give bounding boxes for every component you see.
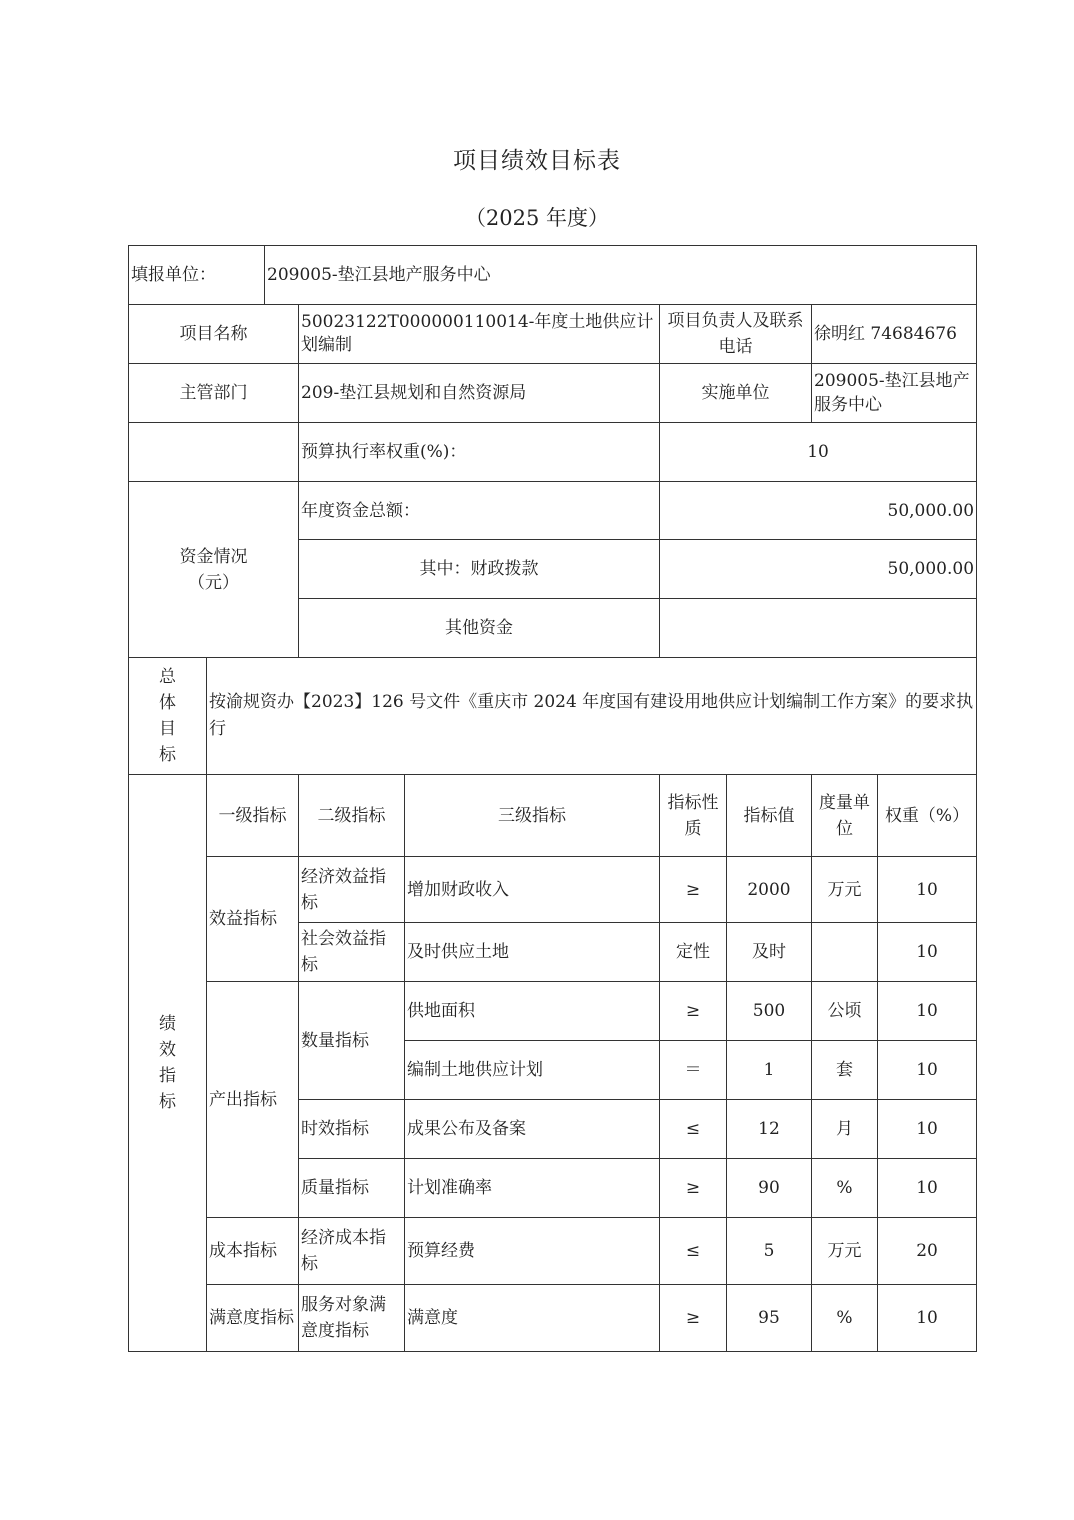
level3-cell: 及时供应土地 [405, 923, 660, 982]
value-cell: 12 [727, 1100, 812, 1159]
value-cell: 1 [727, 1041, 812, 1100]
unit-value: 209005-垫江县地产服务中心 [265, 246, 977, 305]
weight-cell: 20 [878, 1218, 977, 1285]
funds-fiscal-label: 其中：财政拨款 [299, 540, 660, 599]
funds-other-label: 其他资金 [299, 599, 660, 658]
group-cost: 成本指标 [207, 1218, 299, 1285]
value-cell: 5 [727, 1218, 812, 1285]
unit-cell: % [812, 1285, 878, 1352]
project-name-value: 50023122T000000110014-年度土地供应计划编制 [299, 305, 660, 364]
project-name-label: 项目名称 [129, 305, 299, 364]
header-level2: 二级指标 [299, 775, 405, 857]
group-satisfaction: 满意度指标 [207, 1285, 299, 1352]
sub-quality: 质量指标 [299, 1159, 405, 1218]
weight-cell: 10 [878, 1159, 977, 1218]
goal-text: 按渝规资办【2023】126 号文件《重庆市 2024 年度国有建设用地供应计划编制工作方案》的要求执行 [207, 658, 977, 775]
unit-row [129, 246, 977, 305]
level3-cell: 满意度 [405, 1285, 660, 1352]
weight-cell: 10 [878, 1041, 977, 1100]
weight-cell: 10 [878, 857, 977, 923]
page-title: 项目绩效目标表 [453, 148, 621, 174]
leader-label: 项目负责人及联系电话 [660, 305, 812, 364]
funds-total-row [129, 482, 977, 540]
weight-cell: 10 [878, 982, 977, 1041]
table-row [129, 857, 977, 923]
nature-cell: ≥ [660, 982, 727, 1041]
unit-cell: 公顷 [812, 982, 878, 1041]
nature-cell: ＝ [660, 1041, 727, 1100]
sub-econ-cost: 经济成本指标 [299, 1218, 405, 1285]
dept-row [129, 364, 977, 423]
funds-fiscal-value: 50,000.00 [660, 540, 977, 599]
value-cell: 2000 [727, 857, 812, 923]
funds-other-value [660, 599, 977, 658]
table-row [129, 982, 977, 1041]
nature-cell: ≥ [660, 1285, 727, 1352]
nature-cell: ≥ [660, 1159, 727, 1218]
level3-cell: 编制土地供应计划 [405, 1041, 660, 1100]
weight-cell: 10 [878, 1285, 977, 1352]
dept-label: 主管部门 [129, 364, 299, 423]
header-level1: 一级指标 [207, 775, 299, 857]
header-weight: 权重（%） [878, 775, 977, 857]
funds-label: 资金情况（元） [129, 482, 299, 658]
goal-label: 总体目标 [129, 658, 207, 775]
budget-weight-value: 10 [660, 423, 977, 482]
budget-weight-label: 预算执行率权重(%)： [299, 423, 660, 482]
table-row [129, 1285, 977, 1352]
project-row [129, 305, 977, 364]
level3-cell: 预算经费 [405, 1218, 660, 1285]
indicators-section-label: 绩效指标 [129, 775, 207, 1352]
value-cell: 及时 [727, 923, 812, 982]
value-cell: 95 [727, 1285, 812, 1352]
weight-cell: 10 [878, 923, 977, 982]
budget-weight-row [129, 423, 977, 482]
funds-total-value: 50,000.00 [660, 482, 977, 540]
funds-total-label: 年度资金总额： [299, 482, 660, 540]
unit-cell: 万元 [812, 1218, 878, 1285]
level3-cell: 供地面积 [405, 982, 660, 1041]
unit-label: 填报单位： [129, 246, 265, 305]
leader-value: 徐明红 74684676 [812, 305, 977, 364]
nature-cell: ≤ [660, 1218, 727, 1285]
unit-cell [812, 923, 878, 982]
sub-timeliness: 时效指标 [299, 1100, 405, 1159]
indicator-header-row [129, 775, 977, 857]
sub-social-benefit: 社会效益指标 [299, 923, 405, 982]
impl-label: 实施单位 [660, 364, 812, 423]
group-benefit: 效益指标 [207, 857, 299, 982]
level3-cell: 增加财政收入 [405, 857, 660, 923]
unit-cell: 万元 [812, 857, 878, 923]
table-row [129, 1218, 977, 1285]
performance-table [128, 245, 977, 1352]
level3-cell: 成果公布及备案 [405, 1100, 660, 1159]
header-unit: 度量单位 [812, 775, 878, 857]
value-cell: 500 [727, 982, 812, 1041]
value-cell: 90 [727, 1159, 812, 1218]
header-value: 指标值 [727, 775, 812, 857]
sub-econ-benefit: 经济效益指标 [299, 857, 405, 923]
nature-cell: 定性 [660, 923, 727, 982]
unit-cell: 套 [812, 1041, 878, 1100]
header-nature: 指标性质 [660, 775, 727, 857]
group-output: 产出指标 [207, 982, 299, 1218]
header-level3: 三级指标 [405, 775, 660, 857]
nature-cell: ≤ [660, 1100, 727, 1159]
sub-service-satisfaction: 服务对象满意度指标 [299, 1285, 405, 1352]
goal-row [129, 658, 977, 775]
level3-cell: 计划准确率 [405, 1159, 660, 1218]
sub-quantity: 数量指标 [299, 982, 405, 1100]
dept-value: 209-垫江县规划和自然资源局 [299, 364, 660, 423]
weight-cell: 10 [878, 1100, 977, 1159]
impl-value: 209005-垫江县地产服务中心 [812, 364, 977, 423]
unit-cell: 月 [812, 1100, 878, 1159]
unit-cell: % [812, 1159, 878, 1218]
page-subtitle: （2025 年度） [464, 206, 610, 230]
nature-cell: ≥ [660, 857, 727, 923]
